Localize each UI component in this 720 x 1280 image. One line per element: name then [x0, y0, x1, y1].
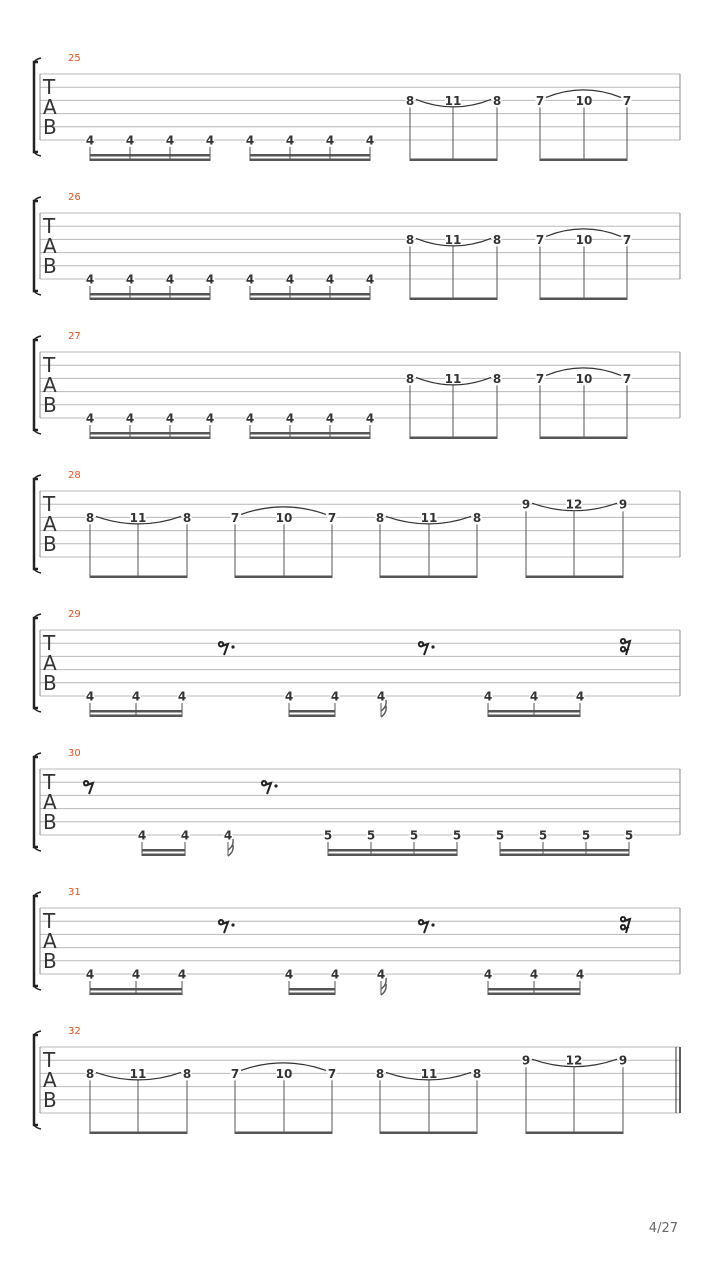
beam [250, 154, 370, 157]
beam [289, 993, 335, 996]
tab-clef-letter: T [43, 1048, 56, 1072]
tab-clef-letter: A [43, 929, 57, 953]
tab-system [34, 470, 680, 578]
fret-number: 11 [420, 1066, 438, 1081]
bar-number: 25 [68, 53, 81, 64]
tab-clef-letter: T [43, 631, 56, 655]
note-flag [228, 845, 233, 856]
fret-number: 8 [375, 510, 385, 525]
bar-number: 28 [68, 470, 81, 481]
fret-number: 10 [575, 93, 593, 108]
fret-number: 10 [575, 371, 593, 386]
tab-system [34, 609, 680, 717]
beam [235, 576, 332, 579]
tab-system [34, 53, 680, 161]
fret-number: 4 [205, 133, 215, 148]
beam [90, 715, 182, 718]
fret-number: 4 [284, 967, 294, 982]
fret-number: 4 [245, 411, 255, 426]
tab-clef-letter: B [43, 115, 57, 139]
tab-clef-letter: B [43, 254, 57, 278]
fret-number: 9 [618, 1053, 628, 1068]
system-bracket [34, 201, 38, 291]
fret-number: 8 [492, 371, 502, 386]
beam [90, 988, 182, 991]
eighth-rest-shape [262, 781, 271, 794]
fret-number: 7 [535, 232, 545, 247]
beam [540, 298, 627, 301]
fret-number: 4 [180, 828, 190, 843]
fret-number: 7 [622, 93, 632, 108]
beam [250, 298, 370, 301]
beam [380, 1132, 477, 1135]
fret-number: 4 [85, 689, 95, 704]
bar-number: 31 [68, 887, 81, 898]
fret-number: 4 [125, 133, 135, 148]
fret-number: 8 [405, 93, 415, 108]
fret-number: 11 [444, 371, 462, 386]
fret-number: 7 [327, 510, 337, 525]
tab-clef-letter: T [43, 909, 56, 933]
beam [540, 437, 627, 440]
fret-number: 7 [535, 371, 545, 386]
tab-clef-letter: A [43, 1068, 57, 1092]
beam [328, 854, 457, 857]
fret-number: 10 [275, 1066, 293, 1081]
fret-number: 10 [275, 510, 293, 525]
bar-number: 29 [68, 609, 81, 620]
system-bracket [34, 62, 38, 152]
fret-number: 4 [483, 967, 493, 982]
fret-number: 4 [125, 272, 135, 287]
beam [488, 988, 580, 991]
fret-number: 8 [492, 232, 502, 247]
beam [90, 154, 210, 157]
fret-number: 4 [85, 411, 95, 426]
tab-clef-letter: A [43, 512, 57, 536]
tab-clef-letter: A [43, 373, 57, 397]
beam [488, 715, 580, 718]
rest-dot [431, 645, 434, 648]
beam [289, 715, 335, 718]
beam [540, 159, 627, 162]
fret-number: 4 [376, 689, 386, 704]
fret-number: 5 [323, 828, 333, 843]
fret-number: 4 [165, 411, 175, 426]
tab-system [34, 887, 680, 995]
fret-number: 11 [420, 510, 438, 525]
fret-number: 7 [230, 510, 240, 525]
beam [250, 159, 370, 162]
beam [90, 1132, 187, 1135]
tab-clef-letter: A [43, 95, 57, 119]
rest-dot [231, 923, 234, 926]
beam [90, 710, 182, 713]
tab-system [34, 1026, 680, 1134]
tab-clef-letter: T [43, 214, 56, 238]
rest-dot [231, 645, 234, 648]
fret-number: 8 [405, 232, 415, 247]
tab-system [34, 748, 680, 856]
tab-clef-letter: B [43, 949, 57, 973]
tab-clef-letter: B [43, 393, 57, 417]
fret-number: 4 [137, 828, 147, 843]
fret-number: 11 [444, 93, 462, 108]
note-flag [381, 706, 386, 717]
tab-system [34, 331, 680, 439]
beam [380, 576, 477, 579]
beam [90, 159, 210, 162]
fret-number: 4 [165, 133, 175, 148]
fret-number: 4 [284, 689, 294, 704]
fret-number: 4 [85, 967, 95, 982]
system-bracket [34, 340, 38, 430]
eighth-rest-shape [419, 920, 428, 933]
fret-number: 9 [618, 497, 628, 512]
eighth-rest-shape [219, 642, 228, 655]
fret-number: 7 [327, 1066, 337, 1081]
fret-number: 10 [575, 232, 593, 247]
fret-number: 7 [622, 232, 632, 247]
tab-clef-letter: T [43, 492, 56, 516]
beam [90, 993, 182, 996]
eighth-rest-shape [219, 920, 228, 933]
bar-number: 27 [68, 331, 81, 342]
fret-number: 4 [85, 272, 95, 287]
beam [250, 432, 370, 435]
fret-number: 4 [330, 967, 340, 982]
fret-number: 8 [85, 510, 95, 525]
beam [526, 576, 623, 579]
fret-number: 4 [125, 411, 135, 426]
fret-number: 4 [325, 411, 335, 426]
fret-number: 8 [182, 510, 192, 525]
fret-number: 4 [575, 689, 585, 704]
fret-number: 4 [223, 828, 233, 843]
fret-number: 4 [131, 967, 141, 982]
fret-number: 7 [535, 93, 545, 108]
beam [250, 437, 370, 440]
beam [488, 993, 580, 996]
beam [500, 854, 629, 857]
fret-number: 8 [85, 1066, 95, 1081]
fret-number: 4 [285, 272, 295, 287]
fret-number: 4 [245, 272, 255, 287]
system-bracket [34, 757, 38, 847]
fret-number: 8 [472, 1066, 482, 1081]
fret-number: 4 [376, 967, 386, 982]
fret-number: 4 [85, 133, 95, 148]
bar-number: 26 [68, 192, 81, 203]
fret-number: 8 [405, 371, 415, 386]
fret-number: 11 [129, 510, 147, 525]
beam [90, 437, 210, 440]
system-bracket [34, 618, 38, 708]
system-bracket [34, 896, 38, 986]
fret-number: 8 [472, 510, 482, 525]
fret-number: 8 [375, 1066, 385, 1081]
fret-number: 8 [492, 93, 502, 108]
fret-number: 4 [205, 411, 215, 426]
fret-number: 4 [365, 411, 375, 426]
eighth-rest-shape [419, 642, 428, 655]
beam [250, 293, 370, 296]
beam [235, 1132, 332, 1135]
fret-number: 4 [177, 967, 187, 982]
fret-number: 4 [330, 689, 340, 704]
beam [500, 849, 629, 852]
fret-number: 4 [575, 967, 585, 982]
eighth-rest-shape [84, 781, 93, 794]
fret-number: 4 [131, 689, 141, 704]
tab-clef-letter: B [43, 810, 57, 834]
beam [90, 432, 210, 435]
beam [90, 298, 210, 301]
fret-number: 5 [452, 828, 462, 843]
fret-number: 4 [483, 689, 493, 704]
fret-number: 4 [245, 133, 255, 148]
fret-number: 12 [565, 1053, 583, 1068]
tab-clef-letter: T [43, 770, 56, 794]
fret-number: 5 [624, 828, 634, 843]
beam [289, 710, 335, 713]
bar-number: 30 [68, 748, 81, 759]
fret-number: 4 [205, 272, 215, 287]
fret-number: 4 [529, 967, 539, 982]
tab-clef-letter: B [43, 671, 57, 695]
tab-clef-letter: A [43, 234, 57, 258]
fret-number: 4 [285, 133, 295, 148]
fret-number: 7 [230, 1066, 240, 1081]
fret-number: 4 [325, 133, 335, 148]
note-flag [381, 984, 386, 995]
fret-number: 5 [409, 828, 419, 843]
fret-number: 4 [285, 411, 295, 426]
beam [410, 298, 497, 301]
bar-number: 32 [68, 1026, 81, 1037]
fret-number: 11 [444, 232, 462, 247]
fret-number: 4 [325, 272, 335, 287]
beam [410, 159, 497, 162]
beam [410, 437, 497, 440]
beam [142, 849, 185, 852]
fret-number: 4 [529, 689, 539, 704]
fret-number: 4 [365, 133, 375, 148]
fret-number: 4 [365, 272, 375, 287]
tab-clef-letter: B [43, 532, 57, 556]
fret-number: 7 [622, 371, 632, 386]
fret-number: 4 [165, 272, 175, 287]
fret-number: 9 [521, 497, 531, 512]
beam [142, 854, 185, 857]
sixteenth-rest-shape [621, 639, 630, 655]
tab-clef-letter: T [43, 353, 56, 377]
fret-number: 4 [177, 689, 187, 704]
fret-number: 5 [366, 828, 376, 843]
fret-number: 5 [581, 828, 591, 843]
rest-dot [431, 923, 434, 926]
beam [289, 988, 335, 991]
beam [526, 1132, 623, 1135]
fret-number: 5 [538, 828, 548, 843]
fret-number: 8 [182, 1066, 192, 1081]
fret-number: 12 [565, 497, 583, 512]
beam [90, 293, 210, 296]
beam [488, 710, 580, 713]
beam [328, 849, 457, 852]
rest-dot [274, 784, 277, 787]
tab-system [34, 192, 680, 300]
system-bracket [34, 1035, 38, 1125]
system-bracket [34, 479, 38, 569]
tab-clef-letter: A [43, 790, 57, 814]
fret-number: 9 [521, 1053, 531, 1068]
beam [90, 576, 187, 579]
page-number: 4/27 [648, 1221, 678, 1236]
tab-clef-letter: A [43, 651, 57, 675]
fret-number: 11 [129, 1066, 147, 1081]
tab-clef-letter: B [43, 1088, 57, 1112]
tab-clef-letter: T [43, 75, 56, 99]
fret-number: 5 [495, 828, 505, 843]
sixteenth-rest-shape [621, 917, 630, 933]
